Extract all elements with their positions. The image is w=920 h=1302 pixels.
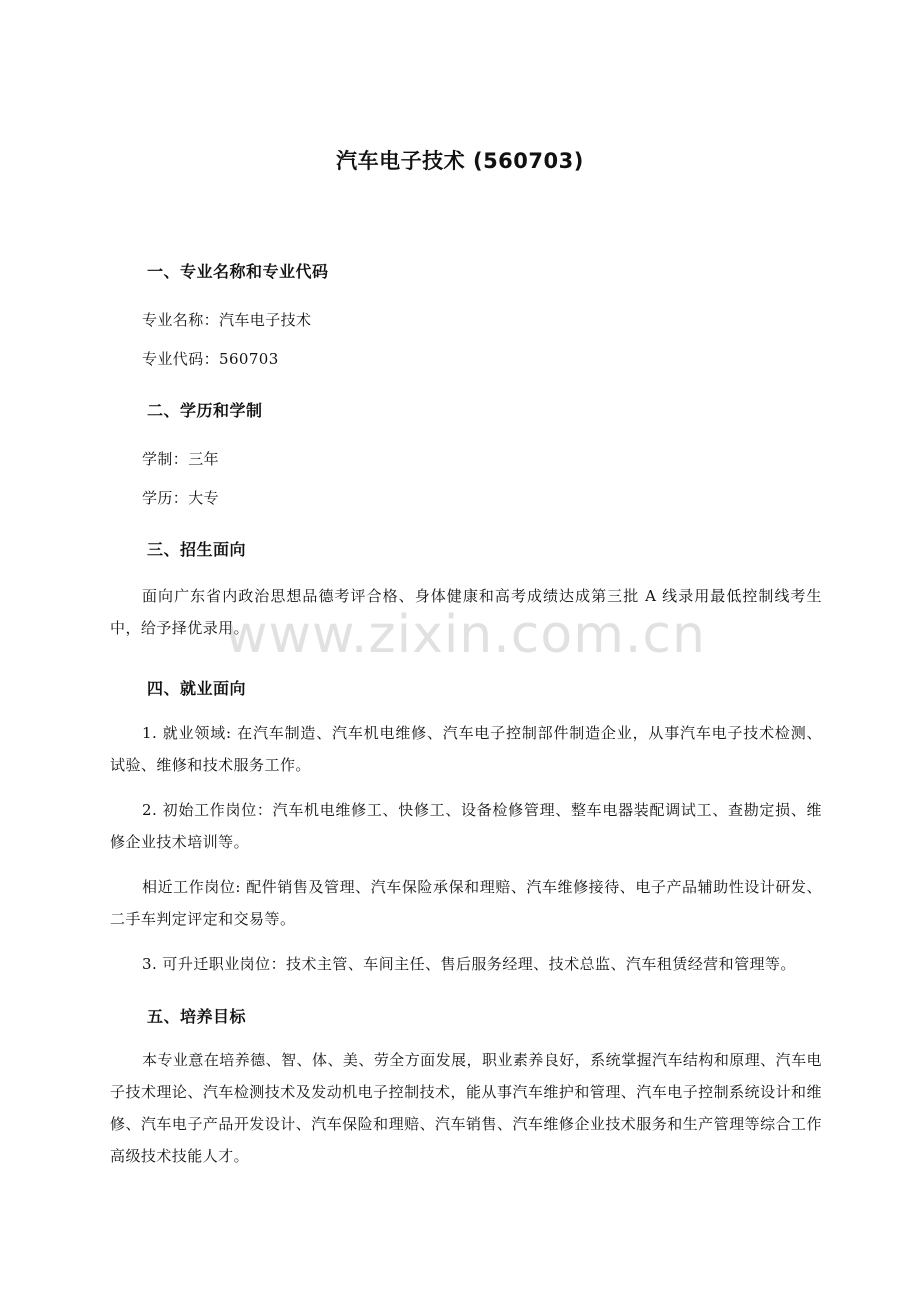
employment-field-paragraph: 1. 就业领域: 在汽车制造、汽车机电维修、汽车电子控制部件制造企业，从事汽车电子技术检测、试验、维修和技术服务工作。	[110, 724, 822, 774]
section-heading-name-code: 一、专业名称和专业代码	[147, 262, 329, 281]
major-name-line: 专业名称：汽车电子技术	[142, 311, 312, 329]
objectives-paragraph: 本专业意在培养德、智、体、美、劳全方面发展，职业素养良好，系统掌握汽车结构和原理、汽车电子技术理论、汽车检测技术及发动机电子控制技术，能从事汽车维护和管理、汽车电子控制系统设计和维修、汽车电子产品开发设计、汽车保险和理赔、汽车销售、汽车维修企业技术服务和生产管理等综合工作高级技术技能人才。	[110, 1051, 822, 1165]
enrollment-paragraph: 面向广东省内政治思想品德考评合格、身体健康和高考成绩达成第三批 A 线录用最低控制线考生中，给予择优录用。	[110, 587, 822, 637]
section-heading-objectives: 五、培养目标	[147, 1007, 247, 1026]
section-heading-employment: 四、就业面向	[147, 679, 247, 698]
degree-line: 学历：大专	[142, 489, 220, 507]
promotion-positions-paragraph: 3. 可升迁职业岗位：技术主管、车间主任、售后服务经理、技术总监、汽车租赁经营和管理等。	[142, 955, 796, 973]
watermark: www.zixin.com.cn	[225, 605, 706, 665]
initial-positions-paragraph: 2. 初始工作岗位：汽车机电维修工、快修工、设备检修管理、整车电器装配调试工、查勘定损、维修企业技术培训等。	[110, 801, 822, 851]
section-heading-enrollment: 三、招生面向	[147, 540, 247, 559]
document-title: 汽车电子技术 (560703)	[336, 149, 584, 173]
major-code-line: 专业代码：560703	[142, 350, 279, 368]
study-duration-line: 学制：三年	[142, 450, 220, 468]
related-positions-paragraph: 相近工作岗位: 配件销售及管理、汽车保险承保和理赔、汽车维修接待、电子产品辅助性设计研发、二手车判定评定和交易等。	[110, 878, 822, 928]
section-heading-education: 二、学历和学制	[147, 401, 263, 420]
